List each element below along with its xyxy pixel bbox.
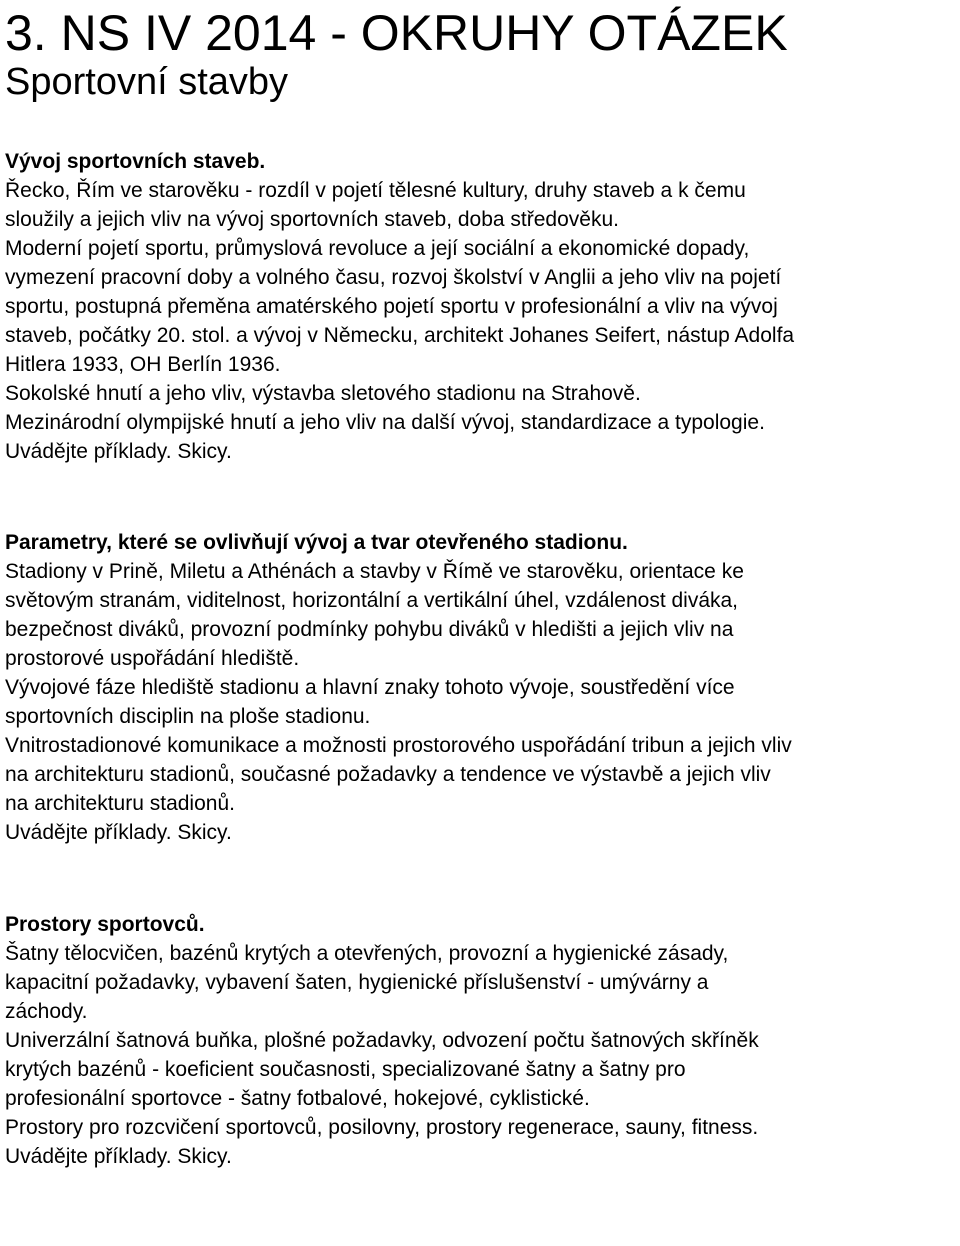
section-heading: Vývoj sportovních staveb.: [5, 150, 266, 173]
text-line: sportovních disciplin na ploše stadionu.: [5, 705, 371, 728]
text-line: Moderní pojetí sportu, průmyslová revoluce a její sociální a ekonomické dopady,: [5, 237, 750, 260]
text-line: vymezení pracovní doby a volného času, rozvoj školství v Anglii a jeho vliv na pojetí: [5, 266, 782, 289]
text-line: profesionální sportovce - šatny fotbalové, hokejové, cyklistické.: [5, 1087, 590, 1110]
section-prostory-sportovcu: [5, 910, 960, 1171]
text-line: Šatny tělocvičen, bazénů krytých a otevřených, provozní a hygienické zásady,: [5, 942, 729, 965]
text-line: krytých bazénů - koeficient současnosti, specializované šatny a šatny pro: [5, 1058, 686, 1081]
text-line: na architekturu stadionů.: [5, 792, 235, 815]
text-line: Řecko, Řím ve starověku - rozdíl v pojetí tělesné kultury, druhy staveb a k čemu: [5, 179, 746, 202]
text-line: Vnitrostadionové komunikace a možnosti prostorového uspořádání tribun a jejich vliv: [5, 734, 792, 757]
text-line: Uvádějte příklady. Skicy.: [5, 1145, 232, 1168]
page-subtitle: Sportovní stavby: [5, 61, 289, 103]
text-line: Stadiony v Prině, Miletu a Athénách a stavby v Římě ve starověku, orientace ke: [5, 560, 744, 583]
text-line: Uvádějte příklady. Skicy.: [5, 821, 232, 844]
text-line: sloužily a jejich vliv na vývoj sportovních staveb, doba středověku.: [5, 208, 619, 231]
text-line: Vývojové fáze hlediště stadionu a hlavní znaky tohoto vývoje, soustředění více: [5, 676, 735, 699]
text-line: Prostory pro rozcvičení sportovců, posilovny, prostory regenerace, sauny, fitness.: [5, 1116, 759, 1139]
section-vyvoj-sportovnich-staveb: [5, 147, 960, 466]
page-title: 3. NS IV 2014 - OKRUHY OTÁZEK: [5, 5, 788, 61]
text-line: Hitlera 1933, OH Berlín 1936.: [5, 353, 281, 376]
text-line: prostorové uspořádání hlediště.: [5, 647, 300, 670]
section-parametry-stadionu: [5, 528, 960, 847]
text-line: bezpečnost diváků, provozní podmínky pohybu diváků v hledišti a jejich vliv na: [5, 618, 734, 641]
text-line: záchody.: [5, 1000, 88, 1023]
text-line: staveb, počátky 20. stol. a vývoj v Německu, architekt Johanes Seifert, nástup Adolfa: [5, 324, 795, 347]
section-heading: Prostory sportovců.: [5, 913, 205, 936]
section-heading: Parametry, které se ovlivňují vývoj a tvar otevřeného stadionu.: [5, 531, 628, 554]
text-line: Sokolské hnutí a jeho vliv, výstavba sletového stadionu na Strahově.: [5, 382, 641, 405]
text-line: Mezinárodní olympijské hnutí a jeho vliv na další vývoj, standardizace a typologie.: [5, 411, 765, 434]
text-line: světovým stranám, viditelnost, horizontální a vertikální úhel, vzdálenost diváka,: [5, 589, 739, 612]
text-line: kapacitní požadavky, vybavení šaten, hygienické příslušenství - umývárny a: [5, 971, 709, 994]
text-line: na architekturu stadionů, současné požadavky a tendence ve výstavbě a jejich vliv: [5, 763, 771, 786]
text-line: Uvádějte příklady. Skicy.: [5, 440, 232, 463]
text-line: sportu, postupná přeměna amatérského pojetí sportu v profesionální a vliv na vývoj: [5, 295, 778, 318]
text-line: Univerzální šatnová buňka, plošné požadavky, odvození počtu šatnových skříněk: [5, 1029, 759, 1052]
